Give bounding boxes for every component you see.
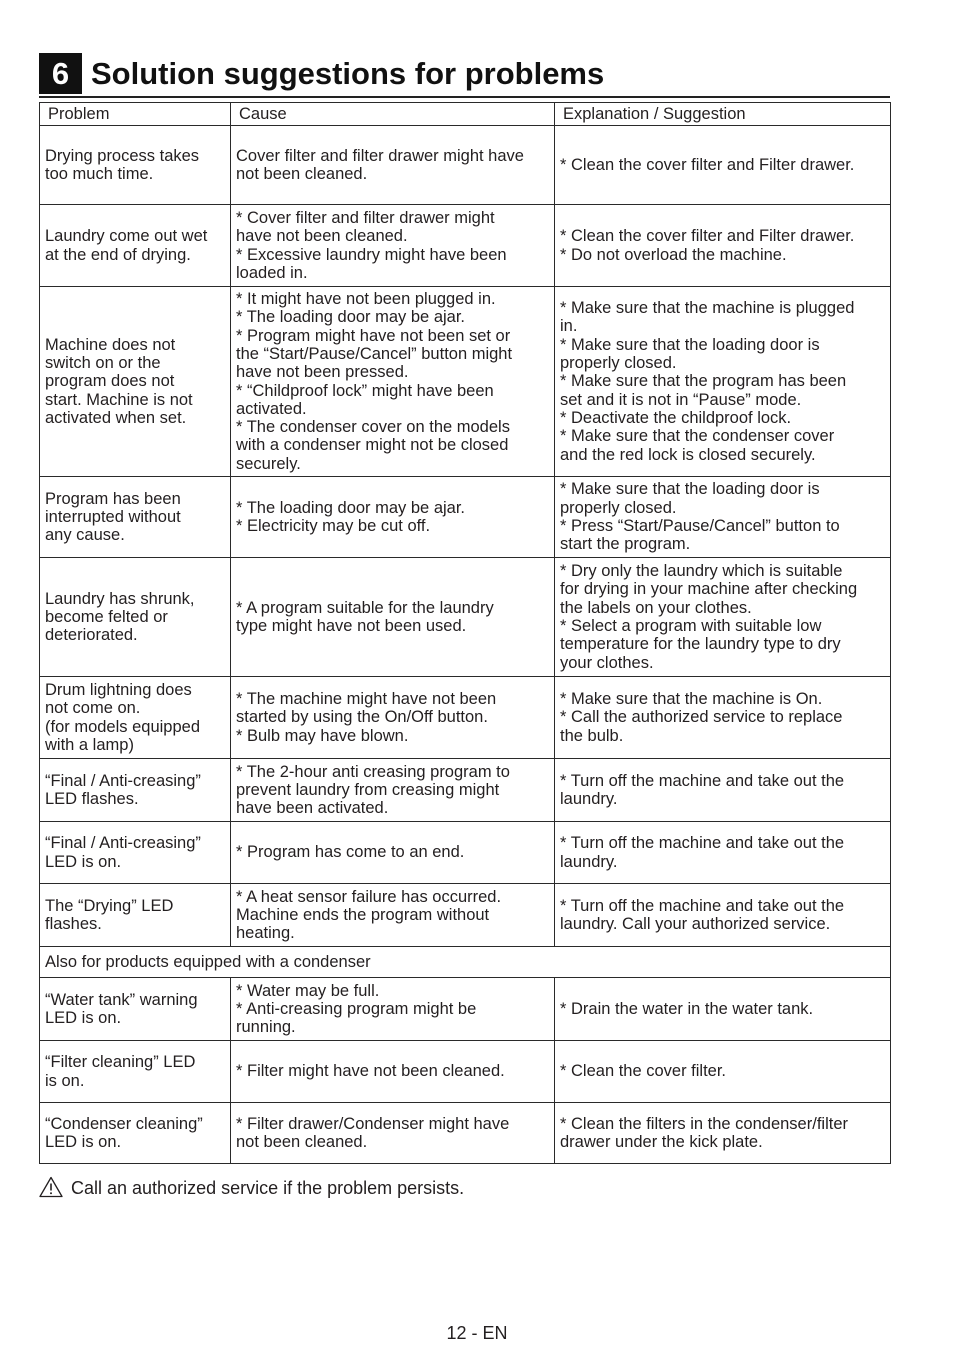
problem-cell: “Final / Anti-creasing” LED is on. <box>40 822 231 884</box>
suggestion-cell: * Make sure that the machine is On. * Call the authorized service to replace the bulb. <box>555 677 891 759</box>
condenser-note: Also for products equipped with a condenser <box>40 947 891 978</box>
cause-cell: * A program suitable for the laundry type might have not been used. <box>231 558 555 677</box>
cause-cell: * Program has come to an end. <box>231 822 555 884</box>
problem-cell: “Final / Anti-creasing” LED flashes. <box>40 759 231 822</box>
table-row <box>40 759 891 822</box>
table-row <box>40 558 891 677</box>
problem-cell: Drum lightning does not come on. (for models equipped with a lamp) <box>40 677 231 759</box>
problem-cell: The “Drying” LED flashes. <box>40 884 231 947</box>
warning-text: Call an authorized service if the problem persists. <box>71 1178 465 1198</box>
problem-cell: Laundry has shrunk, become felted or deteriorated. <box>40 558 231 677</box>
cause-cell: * The 2-hour anti creasing program to prevent laundry from creasing might have been activated. <box>231 759 555 822</box>
header-rule <box>39 96 890 98</box>
table-header-row <box>40 103 891 126</box>
table-row <box>40 477 891 558</box>
problem-cell: “Condenser cleaning” LED is on. <box>40 1103 231 1164</box>
column-header-problem: Problem <box>40 103 231 126</box>
problem-table <box>39 102 891 1164</box>
suggestion-cell: * Turn off the machine and take out the laundry. <box>555 822 891 884</box>
cause-cell: * Filter might have not been cleaned. <box>231 1041 555 1103</box>
suggestion-cell: * Drain the water in the water tank. <box>555 978 891 1041</box>
problem-cell: “Water tank” warning LED is on. <box>40 978 231 1041</box>
column-header-suggestion: Explanation / Suggestion <box>555 103 891 126</box>
table-row <box>40 1041 891 1103</box>
table-row <box>40 822 891 884</box>
cause-cell: Cover filter and filter drawer might have not been cleaned. <box>231 126 555 205</box>
problem-cell: Program has been interrupted without any cause. <box>40 477 231 558</box>
suggestion-cell: * Clean the cover filter. <box>555 1041 891 1103</box>
suggestion-cell: * Make sure that the loading door is properly closed. * Press “Start/Pause/Cancel” button to start the program. <box>555 477 891 558</box>
problem-cell: Drying process takes too much time. <box>40 126 231 205</box>
section-header <box>39 52 890 98</box>
suggestion-cell: * Dry only the laundry which is suitable for drying in your machine after checking the labels on your clothes. * Select a program with suitable low temperature for the laundry type to dry your clothes. <box>555 558 891 677</box>
column-header-cause: Cause <box>231 103 555 126</box>
table-row <box>40 677 891 759</box>
suggestion-cell: * Clean the cover filter and Filter drawer. <box>555 126 891 205</box>
suggestion-cell: * Make sure that the machine is plugged in. * Make sure that the loading door is properly closed. * Make sure that the program has been set and it is not in “Pause” mode. * Deactivate the childproof lock. * Make sure that the condenser cover and the red lock is closed securely. <box>555 287 891 477</box>
page-number: 12 - EN <box>446 1323 508 1343</box>
problem-cell: “Filter cleaning” LED is on. <box>40 1041 231 1103</box>
table-row <box>40 884 891 947</box>
table-row <box>40 1103 891 1164</box>
section-number: 6 <box>39 53 82 94</box>
table-row <box>40 287 891 477</box>
cause-cell: * A heat sensor failure has occurred. Machine ends the program without heating. <box>231 884 555 947</box>
problem-cell: Machine does not switch on or the program does not start. Machine is not activated when set. <box>40 287 231 477</box>
warning-triangle-icon <box>39 1176 63 1198</box>
condenser-note-row <box>40 947 891 978</box>
suggestion-cell: * Turn off the machine and take out the laundry. <box>555 759 891 822</box>
cause-cell: * Cover filter and filter drawer might have not been cleaned. * Excessive laundry might have been loaded in. <box>231 205 555 287</box>
cause-cell: * The machine might have not been started by using the On/Off button. * Bulb may have blown. <box>231 677 555 759</box>
cause-cell: * Filter drawer/Condenser might have not been cleaned. <box>231 1103 555 1164</box>
cause-cell: * It might have not been plugged in. * The loading door may be ajar. * Program might have not been set or the “Start/Pause/Cancel” button might have not been pressed. * “Childproof lock” might have been activated. * The condenser cover on the models with a condenser might not be closed securely. <box>231 287 555 477</box>
problem-cell: Laundry come out wet at the end of drying. <box>40 205 231 287</box>
table-row <box>40 126 891 205</box>
cause-cell: * The loading door may be ajar. * Electricity may be cut off. <box>231 477 555 558</box>
cause-cell: * Water may be full. * Anti-creasing program might be running. <box>231 978 555 1041</box>
table-row <box>40 978 891 1041</box>
table-row <box>40 205 891 287</box>
suggestion-cell: * Clean the cover filter and Filter drawer. * Do not overload the machine. <box>555 205 891 287</box>
suggestion-cell: * Clean the filters in the condenser/filter drawer under the kick plate. <box>555 1103 891 1164</box>
section-title: Solution suggestions for problems <box>91 56 605 91</box>
suggestion-cell: * Turn off the machine and take out the laundry. Call your authorized service. <box>555 884 891 947</box>
